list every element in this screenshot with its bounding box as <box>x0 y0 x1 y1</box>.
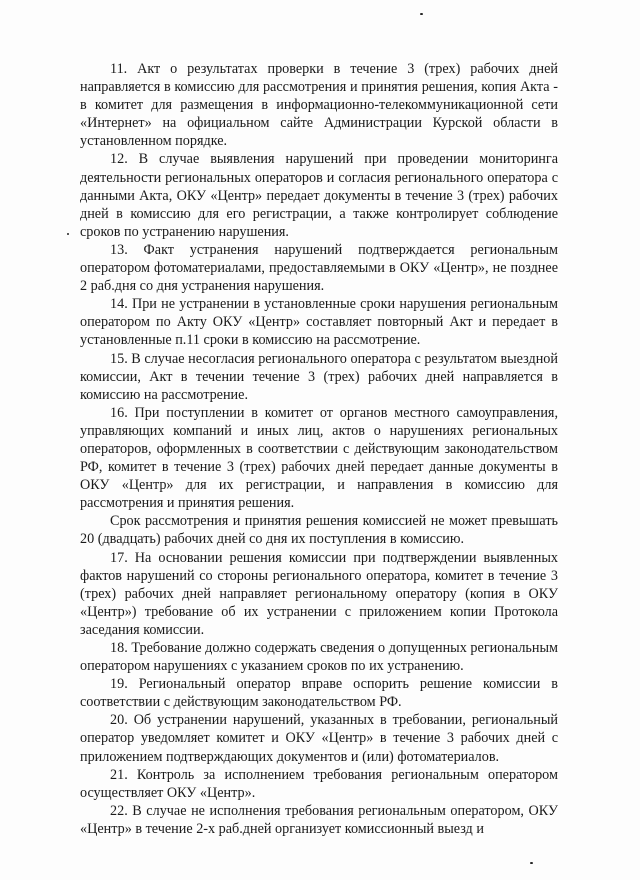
scan-speck-bottom <box>530 862 533 864</box>
paragraph-14: 14. При не устранении в установленные сроки нарушения региональным оператором по Акту ОКУ «Центр» составляет повторный Акт и передает в установленные п.11 сроки в комиссию на рассмотрение. <box>80 296 558 349</box>
document-body <box>80 60 558 838</box>
paragraph-12: 12. В случае выявления нарушений при проведении мониторинга деятельности региональных операторов и согласия регионального оператора с данными Акта, ОКУ «Центр» передает документы в течение 3 (трех) рабочих дней в комиссию для его регистрации, а также контролирует соблюдение сроков по устранению нарушения. <box>80 151 558 240</box>
paragraph-20: 20. Об устранении нарушений, указанных в требовании, региональный оператор уведомляет комитет и ОКУ «Центр» в течение 3 рабочих дней с приложением подтверждающих документов и (или) фотоматериалов. <box>80 712 558 765</box>
paragraph-18: 18. Требование должно содержать сведения о допущенных региональным оператором нарушениях с указанием сроков по их устранению. <box>80 640 558 675</box>
paragraph-13: 13. Факт устранения нарушений подтверждается региональным оператором фотоматериалами, предоставляемыми в ОКУ «Центр», не позднее 2 раб.дня со дня устранения нарушения. <box>80 241 558 295</box>
paragraph-19: 19. Региональный оператор вправе оспорить решение комиссии в соответствии с действующим законодательством РФ. <box>80 676 558 711</box>
paragraph-16: 16. При поступлении в комитет от органов местного самоуправления, управляющих компаний и иных лиц, актов о нарушениях региональных операторов, оформленных в соответствии с действующим законодательством РФ, комитет в течение 3 (трех) рабочих дней передает данные документы в ОКУ «Центр» для их регистрации, и направления в комиссию для рассмотрения и принятия решения. <box>80 404 558 512</box>
scan-speck-left <box>67 233 69 235</box>
paragraph-17: 17. На основании решения комиссии при подтверждении выявленных фактов нарушений со стороны регионального оператора, комитет в течение 3 (трех) рабочих дней направляет региональному оператору (копия в ОКУ «Центр») требование об их устранении с приложением копии Протокола заседания комиссии. <box>80 549 558 638</box>
scan-speck-top <box>420 13 423 15</box>
paragraph-21: 21. Контроль за исполнением требования региональным оператором осуществляет ОКУ «Центр». <box>80 766 558 801</box>
paragraph-22: 22. В случае не исполнения требования региональным оператором, ОКУ «Центр» в течение 2-х раб.дней организует комиссионный выезд и <box>80 802 558 837</box>
paragraph-11: 11. Акт о результатах проверки в течение 3 (трех) рабочих дней направляется в комиссию для рассмотрения и принятия решения, копия Акта - в комитет для размещения в информационно-телекоммуникационной сети «Интернет» на официальном сайте Администрации Курской области в установленном порядке. <box>80 61 558 150</box>
paragraph-16-term: Срок рассмотрения и принятия решения комиссией не может превышать 20 (двадцать) рабочих дней со дня их поступления в комиссию. <box>80 513 558 548</box>
paragraph-15: 15. В случае несогласия регионального оператора с результатом выездной комиссии, Акт в течении течение 3 (трех) рабочих дней направляется в комиссию на рассмотрение. <box>80 350 558 403</box>
